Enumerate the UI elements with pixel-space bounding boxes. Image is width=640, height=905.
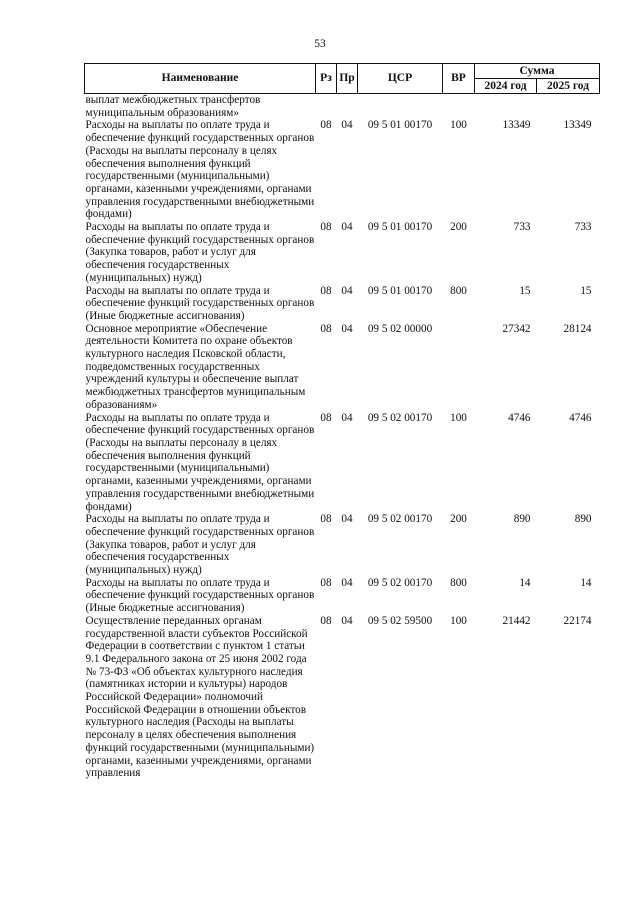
row-vr: 100 (450, 614, 467, 627)
row-vr: 200 (450, 513, 467, 526)
header-vr: ВР (443, 64, 475, 94)
budget-table (84, 63, 600, 780)
table-body (85, 94, 600, 780)
table-row (85, 119, 600, 221)
row-rz: 08 (320, 322, 332, 335)
header-pr: Пр (337, 64, 358, 94)
row-amount-2025: 13349 (563, 119, 592, 132)
row-amount-2024 (475, 94, 537, 120)
row-pr: 04 (341, 284, 353, 297)
header-rz: Рз (316, 64, 337, 94)
row-csr: 09 5 02 00170 (367, 411, 433, 424)
row-amount-2025: 28124 (563, 322, 592, 335)
row-pr: 04 (341, 221, 353, 234)
row-csr: 09 5 02 59500 (367, 614, 433, 627)
row-amount-2024: 733 (513, 221, 531, 234)
row-rz (316, 94, 337, 120)
table-row (85, 412, 600, 514)
row-csr: 09 5 01 00170 (367, 284, 433, 297)
header-sum: Сумма (475, 64, 600, 79)
header-name: Наименование (85, 64, 316, 94)
row-csr: 09 5 01 00170 (367, 119, 433, 132)
row-pr: 04 (341, 411, 353, 424)
row-amount-2024: 13349 (502, 119, 531, 132)
row-amount-2024: 15 (519, 284, 531, 297)
row-amount-2024: 14 (519, 576, 531, 589)
row-pr: 04 (341, 119, 353, 132)
row-name: Расходы на выплаты по оплате труда и обеспечение функций государственных органов (Расходы на выплаты персоналу в целях обеспечения выполнения функций государственными (муниципальными) органами, казенными учреждениями, органами управления государственными внебюджетными фондами) (85, 411, 315, 513)
row-rz: 08 (320, 576, 332, 589)
row-csr (358, 94, 443, 120)
row-name: Расходы на выплаты по оплате труда и обеспечение функций государственных органов (Закупка товаров, работ и услуг для обеспечения государственных (муниципальных) нужд) (85, 221, 315, 284)
row-amount-2025: 22174 (563, 614, 592, 627)
header-year-2025: 2025 год (537, 79, 600, 94)
row-pr: 04 (341, 513, 353, 526)
row-amount-2024: 890 (513, 513, 531, 526)
row-csr: 09 5 01 00170 (367, 221, 433, 234)
row-rz: 08 (320, 614, 332, 627)
row-amount-2024: 27342 (502, 322, 531, 335)
row-vr (443, 94, 475, 120)
row-amount-2025 (537, 94, 600, 120)
row-rz: 08 (320, 119, 332, 132)
row-vr: 800 (450, 284, 467, 297)
page-number: 53 (314, 38, 326, 50)
row-pr: 04 (341, 576, 353, 589)
row-amount-2025: 890 (574, 513, 592, 526)
row-rz: 08 (320, 221, 332, 234)
row-amount-2025: 14 (580, 576, 592, 589)
row-vr: 100 (450, 119, 467, 132)
row-amount-2025: 4746 (569, 411, 592, 424)
row-name: Осуществление переданных органам государственной власти субъектов Российской Федерации в соответствии с пунктом 1 статьи 9.1 Федерального закона от 25 июня 2002 года № 73-ФЗ «Об объектах культурного наследия (памятниках истории и культуры) народов Российской Федерации» полномочий Российской Федерации в отношении объектов культурного наследия (Расходы на выплаты персоналу в целях обеспечения выполнения функций государственными (муниципальными) органами, казенными учреждениями, органами управления (85, 614, 315, 780)
row-vr: 800 (450, 576, 467, 589)
header-year-2024: 2024 год (475, 79, 537, 94)
row-name: Расходы на выплаты по оплате труда и обеспечение функций государственных органов (Иные бюджетные ассигнования) (85, 576, 315, 615)
row-name: Основное мероприятие «Обеспечение деятельности Комитета по охране объектов культурного наследия Псковской области, подведомственных государственных учреждений культуры и обеспечение выплат межбюджетных трансфертов муниципальным образованиям» (85, 322, 306, 411)
row-csr: 09 5 02 00000 (367, 322, 433, 335)
row-amount-2024: 4746 (508, 411, 531, 424)
row-name: Расходы на выплаты по оплате труда и обеспечение функций государственных органов (Расходы на выплаты персоналу в целях обеспечения выполнения функций государственными (муниципальными) органами, казенными учреждениями, органами управления государственными внебюджетными фондами) (85, 119, 315, 221)
row-pr (337, 94, 358, 120)
table-row (85, 577, 600, 615)
row-pr: 04 (341, 614, 353, 627)
row-name: Расходы на выплаты по оплате труда и обеспечение функций государственных органов (Закупка товаров, работ и услуг для обеспечения государственных (муниципальных) нужд) (85, 513, 315, 577)
row-amount-2025: 15 (580, 284, 592, 297)
table-row (85, 221, 600, 285)
row-vr: 100 (450, 411, 467, 424)
row-name: выплат межбюджетных трансфертов муниципальным образованиям» (85, 94, 261, 119)
row-vr: 200 (450, 221, 467, 234)
row-amount-2024: 21442 (502, 614, 531, 627)
table-row (85, 94, 600, 120)
row-pr: 04 (341, 322, 353, 335)
table-row (85, 513, 600, 577)
header-csr: ЦСР (358, 64, 443, 94)
table-row (85, 615, 600, 780)
row-rz: 08 (320, 411, 332, 424)
row-vr (443, 323, 475, 412)
row-amount-2025: 733 (574, 221, 592, 234)
row-csr: 09 5 02 00170 (367, 513, 433, 526)
table-row (85, 285, 600, 323)
row-rz: 08 (320, 513, 332, 526)
row-rz: 08 (320, 284, 332, 297)
row-name: Расходы на выплаты по оплате труда и обеспечение функций государственных органов (Иные бюджетные ассигнования) (85, 284, 315, 322)
row-csr: 09 5 02 00170 (367, 576, 433, 589)
table-row (85, 323, 600, 412)
